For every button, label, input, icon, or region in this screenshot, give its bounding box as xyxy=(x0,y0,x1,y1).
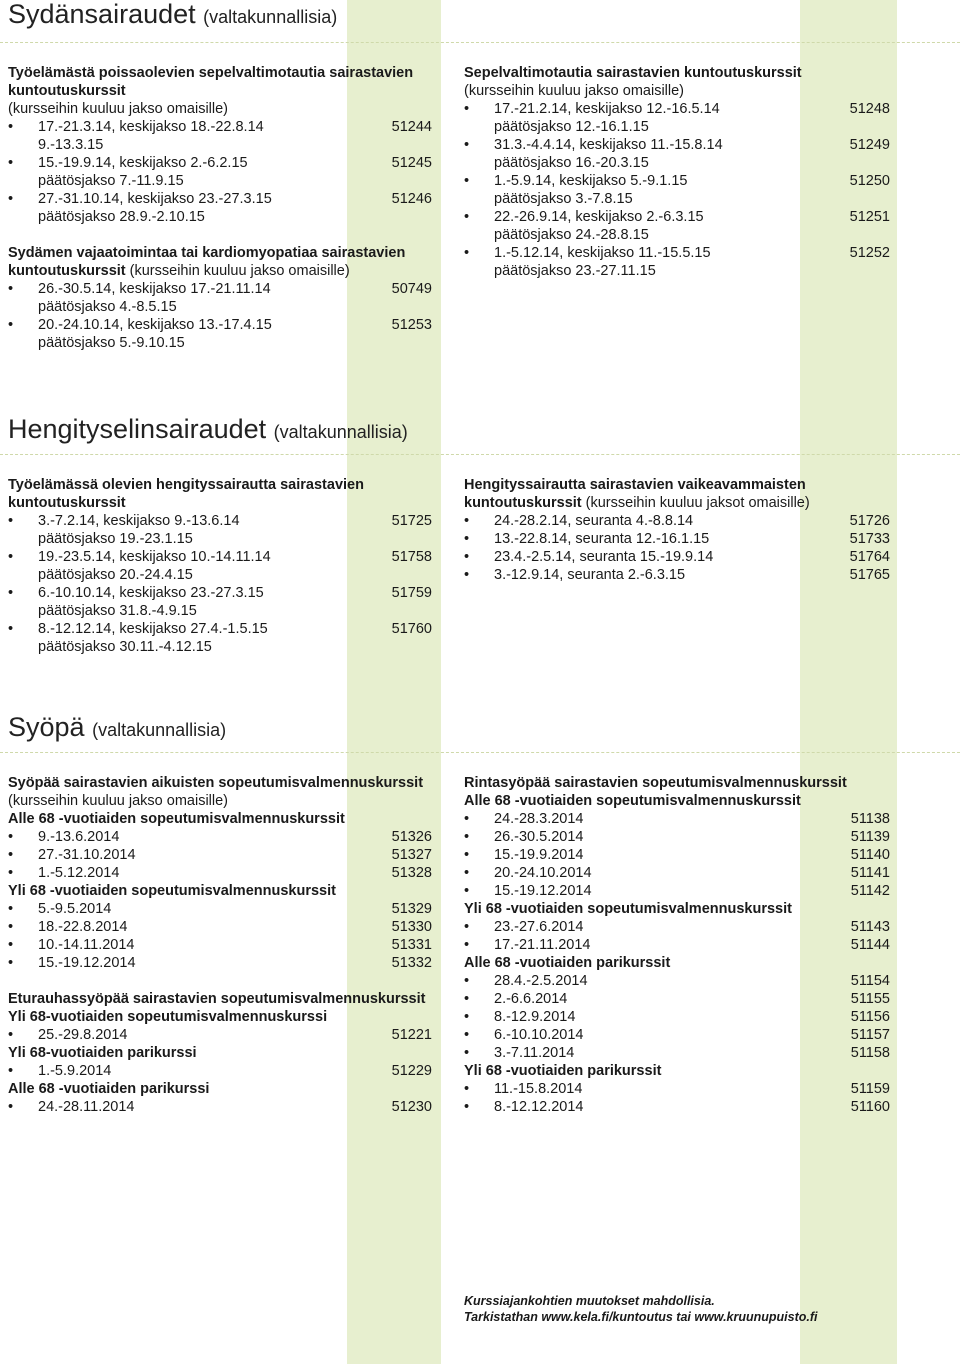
course-code: 51764 xyxy=(849,549,890,565)
course-row xyxy=(494,1044,890,1062)
course-detail: päätösjakso 7.-11.9.15 xyxy=(38,173,184,189)
course-detail: päätösjakso 31.8.-4.9.15 xyxy=(38,603,197,619)
course-list xyxy=(8,1098,438,1116)
course-title-note: (kursseihin kuuluu jakso omaisille) xyxy=(129,263,350,279)
course-row xyxy=(38,900,432,918)
course-code: 51158 xyxy=(850,1045,890,1061)
list-item xyxy=(464,972,890,990)
course-block xyxy=(464,64,890,280)
list-item xyxy=(464,566,890,584)
course-title xyxy=(464,476,884,512)
course-detail: päätösjakso 23.-27.11.15 xyxy=(494,263,656,279)
course-code: 51332 xyxy=(391,955,432,971)
course-title xyxy=(8,774,438,792)
group-label: Alle 68 -vuotiaiden parikurssi xyxy=(8,1081,210,1097)
course-dates: • 11.-15.8.2014 xyxy=(494,1081,583,1097)
course-code: 51330 xyxy=(391,919,432,935)
course-dates: • 23.4.-2.5.14, seuranta 15.-19.9.14 xyxy=(494,549,714,565)
course-dates: • 3.-7.11.2014 xyxy=(494,1045,575,1061)
list-item xyxy=(464,136,890,172)
footnote-line: Tarkistathan www.kela.fi/kuntoutus tai www.kruunupuisto.fi xyxy=(464,1310,818,1324)
course-code: 50749 xyxy=(391,281,432,297)
course-dates: • 27.-31.10.14, keskijakso 23.-27.3.15 xyxy=(38,191,272,207)
list-item xyxy=(8,118,438,154)
course-code: 51244 xyxy=(391,119,432,135)
course-dates: • 27.-31.10.2014 xyxy=(38,847,136,863)
group-label: Yli 68 -vuotiaiden parikurssit xyxy=(464,1063,662,1079)
course-title-text: Hengityssairautta sairastavien vaikeavammaisten kuntoutuskurssit xyxy=(464,477,806,511)
course-dates: • 15.-19.12.2014 xyxy=(494,883,592,899)
course-code: 51765 xyxy=(849,567,890,583)
course-dates: • 17.-21.3.14, keskijakso 18.-22.8.14 xyxy=(38,119,264,135)
course-row xyxy=(494,512,890,530)
course-row xyxy=(494,864,890,882)
course-detail: päätösjakso 24.-28.8.15 xyxy=(494,227,649,243)
list-item xyxy=(464,936,890,954)
section-1-left-column xyxy=(8,476,438,674)
course-note: (kursseihin kuuluu jakso omaisille) xyxy=(8,101,229,117)
course-block xyxy=(464,476,890,584)
course-detail: päätösjakso 30.11.-4.12.15 xyxy=(38,639,212,655)
list-item xyxy=(464,530,890,548)
course-row xyxy=(494,810,890,828)
list-item xyxy=(464,1098,890,1116)
course-code: 51221 xyxy=(391,1027,432,1043)
list-item xyxy=(8,900,438,918)
course-row xyxy=(494,828,890,846)
course-code: 51252 xyxy=(849,245,890,261)
course-title xyxy=(464,774,884,792)
course-list xyxy=(464,512,890,584)
course-block xyxy=(8,244,438,352)
course-row xyxy=(38,548,432,566)
course-row xyxy=(494,1026,890,1044)
course-dates: • 19.-23.5.14, keskijakso 10.-14.11.14 xyxy=(38,549,271,565)
course-row xyxy=(38,316,432,334)
course-row xyxy=(494,172,890,190)
course-row xyxy=(38,846,432,864)
list-item xyxy=(8,316,438,352)
list-item xyxy=(8,1098,438,1116)
course-code: 51733 xyxy=(849,531,890,547)
course-list xyxy=(8,280,438,352)
course-detail: päätösjakso 28.9.-2.10.15 xyxy=(38,209,205,225)
course-code: 51246 xyxy=(391,191,432,207)
course-title xyxy=(8,476,438,512)
course-block xyxy=(8,64,438,226)
course-code: 51248 xyxy=(849,101,890,117)
course-row xyxy=(494,918,890,936)
course-code: 51154 xyxy=(850,973,890,989)
course-note: (kursseihin kuuluu jakso omaisille) xyxy=(464,83,685,99)
course-row xyxy=(38,280,432,298)
course-title-text: Eturauhassyöpää sairastavien sopeutumisvalmennuskurssit xyxy=(8,991,426,1007)
course-dates: • 17.-21.11.2014 xyxy=(494,937,591,953)
course-dates: • 26.-30.5.14, keskijakso 17.-21.11.14 xyxy=(38,281,271,297)
list-item xyxy=(8,190,438,226)
course-title xyxy=(8,244,438,280)
course-code: 51326 xyxy=(391,829,432,845)
course-row xyxy=(494,136,890,154)
course-code: 51759 xyxy=(391,585,432,601)
list-item xyxy=(464,828,890,846)
list-item xyxy=(464,172,890,208)
course-row xyxy=(38,584,432,602)
course-row xyxy=(38,1098,432,1116)
course-code: 51144 xyxy=(850,937,890,953)
course-code: 51142 xyxy=(850,883,890,899)
course-dates: • 1.-5.9.14, keskijakso 5.-9.1.15 xyxy=(494,173,688,189)
course-block xyxy=(8,774,438,972)
course-title xyxy=(8,990,438,1008)
course-code: 51760 xyxy=(391,621,432,637)
section-title-sydansairaudet: Sydänsairaudet (valtakunnallisia) xyxy=(8,0,338,29)
course-title-text: Sydämen vajaatoimintaa tai kardiomyopatiaa sairastavien kuntoutuskurssit xyxy=(8,245,406,279)
course-dates: • 18.-22.8.2014 xyxy=(38,919,128,935)
course-row xyxy=(38,1026,432,1044)
section-2-right-column xyxy=(464,774,890,1134)
course-dates: • 1.-5.12.14, keskijakso 11.-15.5.15 xyxy=(494,245,711,261)
course-title-text: Työelämästä poissaolevien sepelvaltimotautia sairastavien kuntoutuskurssit xyxy=(8,65,414,99)
course-detail: päätösjakso 5.-9.10.15 xyxy=(38,335,185,351)
list-item xyxy=(464,990,890,1008)
course-dates: • 17.-21.2.14, keskijakso 12.-16.5.14 xyxy=(494,101,720,117)
list-item xyxy=(464,100,890,136)
course-dates: • 24.-28.11.2014 xyxy=(38,1099,135,1115)
list-item xyxy=(464,208,890,244)
course-row xyxy=(494,244,890,262)
course-code: 51327 xyxy=(391,847,432,863)
list-item xyxy=(8,846,438,864)
section-title-syopa: Syöpä (valtakunnallisia) xyxy=(8,712,227,742)
course-row xyxy=(38,512,432,530)
course-row xyxy=(38,154,432,172)
list-item xyxy=(464,244,890,280)
course-code: 51143 xyxy=(850,919,890,935)
course-code: 51251 xyxy=(849,209,890,225)
course-list xyxy=(8,1062,438,1080)
course-code: 51758 xyxy=(391,549,432,565)
course-dates: • 20.-24.10.2014 xyxy=(494,865,592,881)
course-title-note: (kursseihin kuuluu jaksot omaisille) xyxy=(585,495,810,511)
list-item xyxy=(8,154,438,190)
course-code: 51725 xyxy=(391,513,432,529)
course-row xyxy=(494,1080,890,1098)
group-label: Yli 68-vuotiaiden parikurssi xyxy=(8,1045,197,1061)
group-label: Alle 68 -vuotiaiden sopeutumisvalmennuskurssit xyxy=(8,811,345,827)
section-divider xyxy=(0,752,960,753)
course-dates: • 23.-27.6.2014 xyxy=(494,919,584,935)
list-item xyxy=(464,1008,890,1026)
list-item xyxy=(8,1026,438,1044)
course-code: 51157 xyxy=(850,1027,890,1043)
course-dates: • 8.-12.12.2014 xyxy=(494,1099,584,1115)
course-dates: • 20.-24.10.14, keskijakso 13.-17.4.15 xyxy=(38,317,272,333)
course-row xyxy=(494,100,890,118)
course-code: 51245 xyxy=(391,155,432,171)
list-item xyxy=(464,918,890,936)
list-item xyxy=(8,280,438,316)
course-title xyxy=(8,64,438,100)
course-code: 51159 xyxy=(850,1081,890,1097)
course-code: 51141 xyxy=(850,865,890,881)
list-item xyxy=(464,548,890,566)
course-dates: • 9.-13.6.2014 xyxy=(38,829,120,845)
course-title-text: Syöpää sairastavien aikuisten sopeutumisvalmennuskurssit xyxy=(8,775,424,791)
course-dates: • 26.-30.5.2014 xyxy=(494,829,584,845)
course-title-text: Sepelvaltimotautia sairastavien kuntoutuskurssit xyxy=(464,65,802,81)
list-item xyxy=(8,512,438,548)
course-block xyxy=(8,476,438,656)
course-code: 51139 xyxy=(850,829,890,845)
course-row xyxy=(494,972,890,990)
course-dates: • 15.-19.12.2014 xyxy=(38,955,136,971)
list-item xyxy=(464,882,890,900)
course-row xyxy=(494,882,890,900)
course-dates: • 24.-28.2.14, seuranta 4.-8.8.14 xyxy=(494,513,694,529)
course-list xyxy=(8,900,438,972)
list-item xyxy=(464,810,890,828)
course-row xyxy=(38,620,432,638)
course-dates: • 15.-19.9.2014 xyxy=(494,847,584,863)
course-dates: • 6.-10.10.2014 xyxy=(494,1027,584,1043)
course-dates: • 5.-9.5.2014 xyxy=(38,901,112,917)
list-item xyxy=(8,954,438,972)
course-dates: • 25.-29.8.2014 xyxy=(38,1027,128,1043)
section-divider xyxy=(0,454,960,455)
course-row xyxy=(494,1008,890,1026)
course-dates: • 24.-28.3.2014 xyxy=(494,811,584,827)
list-item xyxy=(8,584,438,620)
course-code: 51140 xyxy=(850,847,890,863)
course-detail: 9.-13.3.15 xyxy=(38,137,104,153)
course-list xyxy=(8,828,438,882)
course-detail: päätösjakso 4.-8.5.15 xyxy=(38,299,177,315)
course-block xyxy=(464,774,890,1116)
course-dates: • 6.-10.10.14, keskijakso 23.-27.3.15 xyxy=(38,585,264,601)
course-list xyxy=(464,100,890,280)
course-row xyxy=(494,208,890,226)
course-dates: • 8.-12.9.2014 xyxy=(494,1009,576,1025)
list-item xyxy=(8,918,438,936)
course-title xyxy=(464,64,884,82)
course-list xyxy=(8,1026,438,1044)
course-row xyxy=(494,846,890,864)
course-code: 51156 xyxy=(850,1009,890,1025)
list-item xyxy=(464,1044,890,1062)
footnote xyxy=(464,1293,818,1325)
list-item xyxy=(8,936,438,954)
course-detail: päätösjakso 12.-16.1.15 xyxy=(494,119,649,135)
course-row xyxy=(494,566,890,584)
course-row xyxy=(494,530,890,548)
course-list xyxy=(8,512,438,656)
group-label: Yli 68-vuotiaiden sopeutumisvalmennuskurssi xyxy=(8,1009,328,1025)
course-block xyxy=(8,990,438,1116)
course-row xyxy=(38,936,432,954)
course-code: 51155 xyxy=(850,991,890,1007)
course-dates: • 2.-6.6.2014 xyxy=(494,991,568,1007)
course-dates: • 1.-5.12.2014 xyxy=(38,865,120,881)
section-title-hengityselinsairaudet: Hengityselinsairaudet (valtakunnallisia) xyxy=(8,414,408,444)
course-row xyxy=(38,118,432,136)
course-detail: päätösjakso 16.-20.3.15 xyxy=(494,155,649,171)
list-item xyxy=(464,864,890,882)
list-item xyxy=(464,512,890,530)
list-item xyxy=(8,548,438,584)
list-item xyxy=(8,864,438,882)
course-dates: • 28.4.-2.5.2014 xyxy=(494,973,588,989)
list-item xyxy=(8,1062,438,1080)
section-0-right-column xyxy=(464,64,890,298)
course-code: 51329 xyxy=(391,901,432,917)
course-code: 51328 xyxy=(391,865,432,881)
course-code: 51230 xyxy=(391,1099,432,1115)
course-list xyxy=(464,1080,890,1116)
course-note: (kursseihin kuuluu jakso omaisille) xyxy=(8,793,229,809)
course-detail: päätösjakso 3.-7.8.15 xyxy=(494,191,633,207)
course-row xyxy=(38,954,432,972)
course-list xyxy=(464,810,890,900)
course-code: 51726 xyxy=(849,513,890,529)
course-dates: • 13.-22.8.14, seuranta 12.-16.1.15 xyxy=(494,531,710,547)
course-code: 51160 xyxy=(850,1099,890,1115)
footnote-line: Kurssiajankohtien muutokset mahdollisia. xyxy=(464,1294,715,1308)
course-title-text: Rintasyöpää sairastavien sopeutumisvalmennuskurssit xyxy=(464,775,847,791)
course-dates: • 15.-19.9.14, keskijakso 2.-6.2.15 xyxy=(38,155,248,171)
group-label: Yli 68 -vuotiaiden sopeutumisvalmennuskurssit xyxy=(464,901,792,917)
course-dates: • 22.-26.9.14, keskijakso 2.-6.3.15 xyxy=(494,209,704,225)
course-row xyxy=(494,936,890,954)
course-code: 51250 xyxy=(849,173,890,189)
course-list xyxy=(464,918,890,954)
course-code: 51138 xyxy=(850,811,890,827)
course-code: 51249 xyxy=(849,137,890,153)
course-code: 51253 xyxy=(391,317,432,333)
course-row xyxy=(38,190,432,208)
course-row xyxy=(38,1062,432,1080)
course-detail: päätösjakso 20.-24.4.15 xyxy=(38,567,193,583)
course-row xyxy=(494,548,890,566)
course-row xyxy=(38,918,432,936)
section-0-left-column xyxy=(8,64,438,370)
course-detail: päätösjakso 19.-23.1.15 xyxy=(38,531,193,547)
course-code: 51331 xyxy=(391,937,432,953)
course-title-text: Työelämässä olevien hengityssairautta sairastavien kuntoutuskurssit xyxy=(8,477,364,511)
section-divider xyxy=(0,42,960,43)
list-item xyxy=(464,1080,890,1098)
group-label: Alle 68 -vuotiaiden sopeutumisvalmennuskurssit xyxy=(464,793,801,809)
course-code: 51229 xyxy=(391,1063,432,1079)
course-list xyxy=(464,972,890,1062)
list-item xyxy=(8,620,438,656)
course-list xyxy=(8,118,438,226)
course-dates: • 8.-12.12.14, keskijakso 27.4.-1.5.15 xyxy=(38,621,268,637)
course-dates: • 31.3.-4.4.14, keskijakso 11.-15.8.14 xyxy=(494,137,723,153)
course-dates: • 3.-7.2.14, keskijakso 9.-13.6.14 xyxy=(38,513,240,529)
course-row xyxy=(38,828,432,846)
course-row xyxy=(38,864,432,882)
course-row xyxy=(494,1098,890,1116)
course-dates: • 1.-5.9.2014 xyxy=(38,1063,112,1079)
list-item xyxy=(8,828,438,846)
section-2-left-column xyxy=(8,774,438,1134)
course-dates: • 10.-14.11.2014 xyxy=(38,937,135,953)
course-row xyxy=(494,990,890,1008)
list-item xyxy=(464,1026,890,1044)
list-item xyxy=(464,846,890,864)
section-1-right-column xyxy=(464,476,890,602)
group-label: Yli 68 -vuotiaiden sopeutumisvalmennuskurssit xyxy=(8,883,336,899)
course-dates: • 3.-12.9.14, seuranta 2.-6.3.15 xyxy=(494,567,686,583)
group-label: Alle 68 -vuotiaiden parikurssit xyxy=(464,955,671,971)
